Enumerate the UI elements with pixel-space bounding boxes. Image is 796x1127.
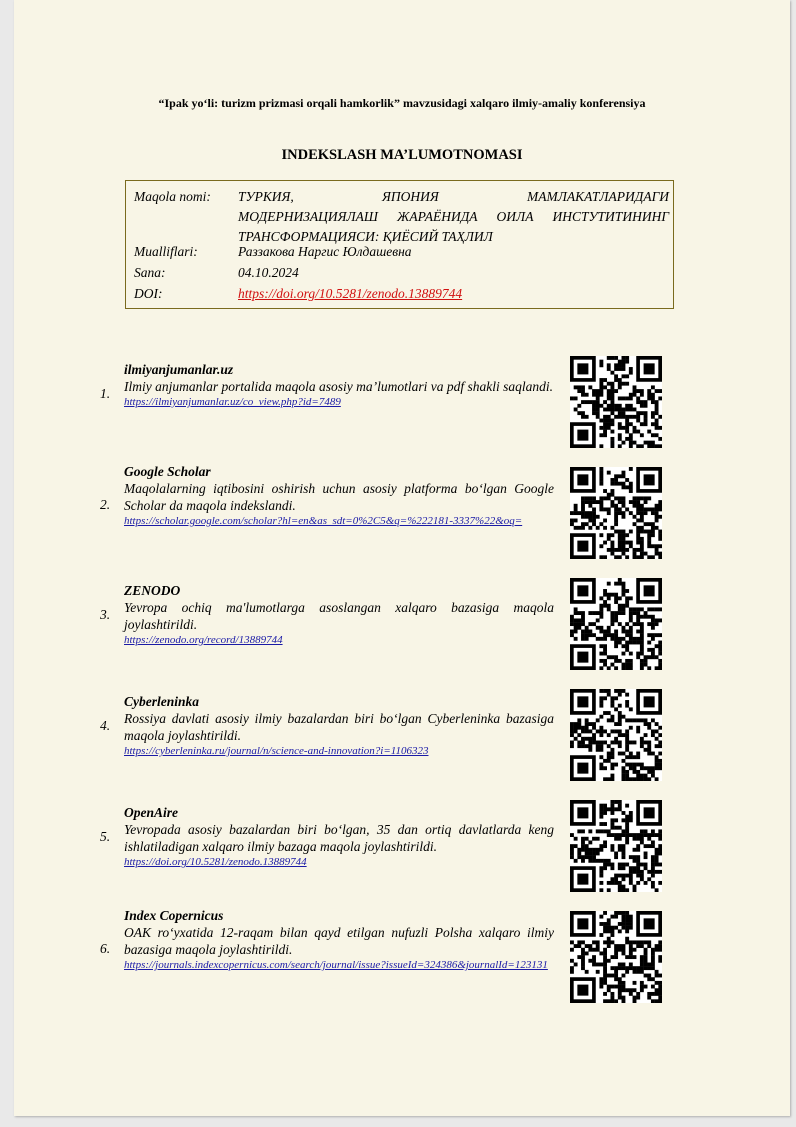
entry-link[interactable]: https://cyberleninka.ru/journal/n/science-and-innovation?i=1106323 <box>124 745 429 757</box>
entry-link[interactable]: https://journals.indexcopernicus.com/search/journal/issue?issueId=324386&journalId=123131 <box>124 959 548 971</box>
document-page <box>14 0 790 1116</box>
entry-number: 1. <box>100 386 111 401</box>
entry-name: Google Scholar <box>124 464 211 479</box>
document-title: INDEKSLASH MA’LUMOTNOMASI <box>281 147 523 163</box>
date-value: 04.10.2024 <box>238 265 299 280</box>
entry-link[interactable]: https://doi.org/10.5281/zenodo.13889744 <box>124 856 307 868</box>
entry-description: Yevropa ochiq ma'lumotlarga asoslangan xalqaro bazasiga maqola joylashtirildi. <box>124 600 554 632</box>
entry-name: ilmiyanjumanlar.uz <box>124 362 234 377</box>
entry-description: Ilmiy anjumanlar portalida maqola asosiy ma’lumotlari va pdf shakli saqlandi. <box>124 379 553 394</box>
entry-name: Index Copernicus <box>124 908 224 923</box>
index-entry-1 <box>100 361 554 410</box>
qr-code-icon <box>570 911 662 1003</box>
index-entry-4 <box>100 693 554 759</box>
index-entry-2 <box>100 463 554 529</box>
doi-link[interactable]: https://doi.org/10.5281/zenodo.13889744 <box>238 286 463 301</box>
entry-description: Rossiya davlati asosiy ilmiy bazalardan biri bo‘lgan Cyberleninka bazasiga maqola joylashtirildi. <box>124 711 554 743</box>
date-label: Sana: <box>134 265 166 280</box>
entry-name: ZENODO <box>124 583 181 598</box>
entry-number: 5. <box>100 829 111 844</box>
article-title-line-3: ТРАНСФОРМАЦИЯСИ: ҚИЁСИЙ ТАҲЛИЛ <box>238 229 493 244</box>
authors-label: Mualliflari: <box>134 244 198 259</box>
conference-title: “Ipak yo‘li: turizm prizmasi orqali hamkorlik” mavzusidagi xalqaro ilmiy-amaliy konferensiya <box>158 96 646 110</box>
entry-name: Cyberleninka <box>124 694 200 709</box>
index-entry-5 <box>100 804 554 870</box>
qr-code-icon <box>570 800 662 892</box>
entry-link[interactable]: https://ilmiyanjumanlar.uz/co_view.php?id=7489 <box>124 396 341 408</box>
qr-code-icon <box>570 689 662 781</box>
entry-number: 2. <box>100 497 111 512</box>
entry-link[interactable]: https://scholar.google.com/scholar?hl=en&as_sdt=0%2C5&q=%222181-3337%22&oq= <box>124 515 523 527</box>
qr-code-icon <box>570 467 662 559</box>
authors-value: Раззакова Наргис Юлдашевна <box>238 244 412 259</box>
entry-number: 3. <box>100 607 111 622</box>
article-title-label: Maqola nomi: <box>134 189 211 204</box>
entry-description: OAK ro‘yxatida 12-raqam bilan qayd etilgan nufuzli Polsha xalqaro ilmiy bazasiga maqola joylashtirildi. <box>124 925 554 957</box>
entry-number: 6. <box>100 941 111 956</box>
article-title-value <box>238 187 669 247</box>
entry-description: Yevropada asosiy bazalardan biri bo‘lgan, 35 dan ortiq davlatlarda keng ishlatiladigan xalqaro ilmiy bazaga maqola joylashtirildi. <box>124 822 554 854</box>
doi-label: DOI: <box>134 286 163 301</box>
qr-code-icon <box>570 578 662 670</box>
article-title-line-1: ТУРКИЯ, ЯПОНИЯ МАМЛАКАТЛАРИДАГИ <box>238 189 669 204</box>
entry-number: 4. <box>100 718 111 733</box>
entry-description: Maqolalarning iqtibosini oshirish uchun asosiy platforma bo‘lgan Google Scholar da maqola indekslandi. <box>124 481 554 513</box>
qr-code-icon <box>570 356 662 448</box>
entry-name: OpenAire <box>124 805 178 820</box>
index-entry-6 <box>100 907 554 973</box>
article-title-line-2: МОДЕРНИЗАЦИЯЛАШ ЖАРАЁНИДА ОИЛА ИНСТУТИТИНИНГ <box>238 209 669 224</box>
entry-link[interactable]: https://zenodo.org/record/13889744 <box>124 634 283 646</box>
index-entry-3 <box>100 582 554 648</box>
article-info-box <box>125 180 674 309</box>
